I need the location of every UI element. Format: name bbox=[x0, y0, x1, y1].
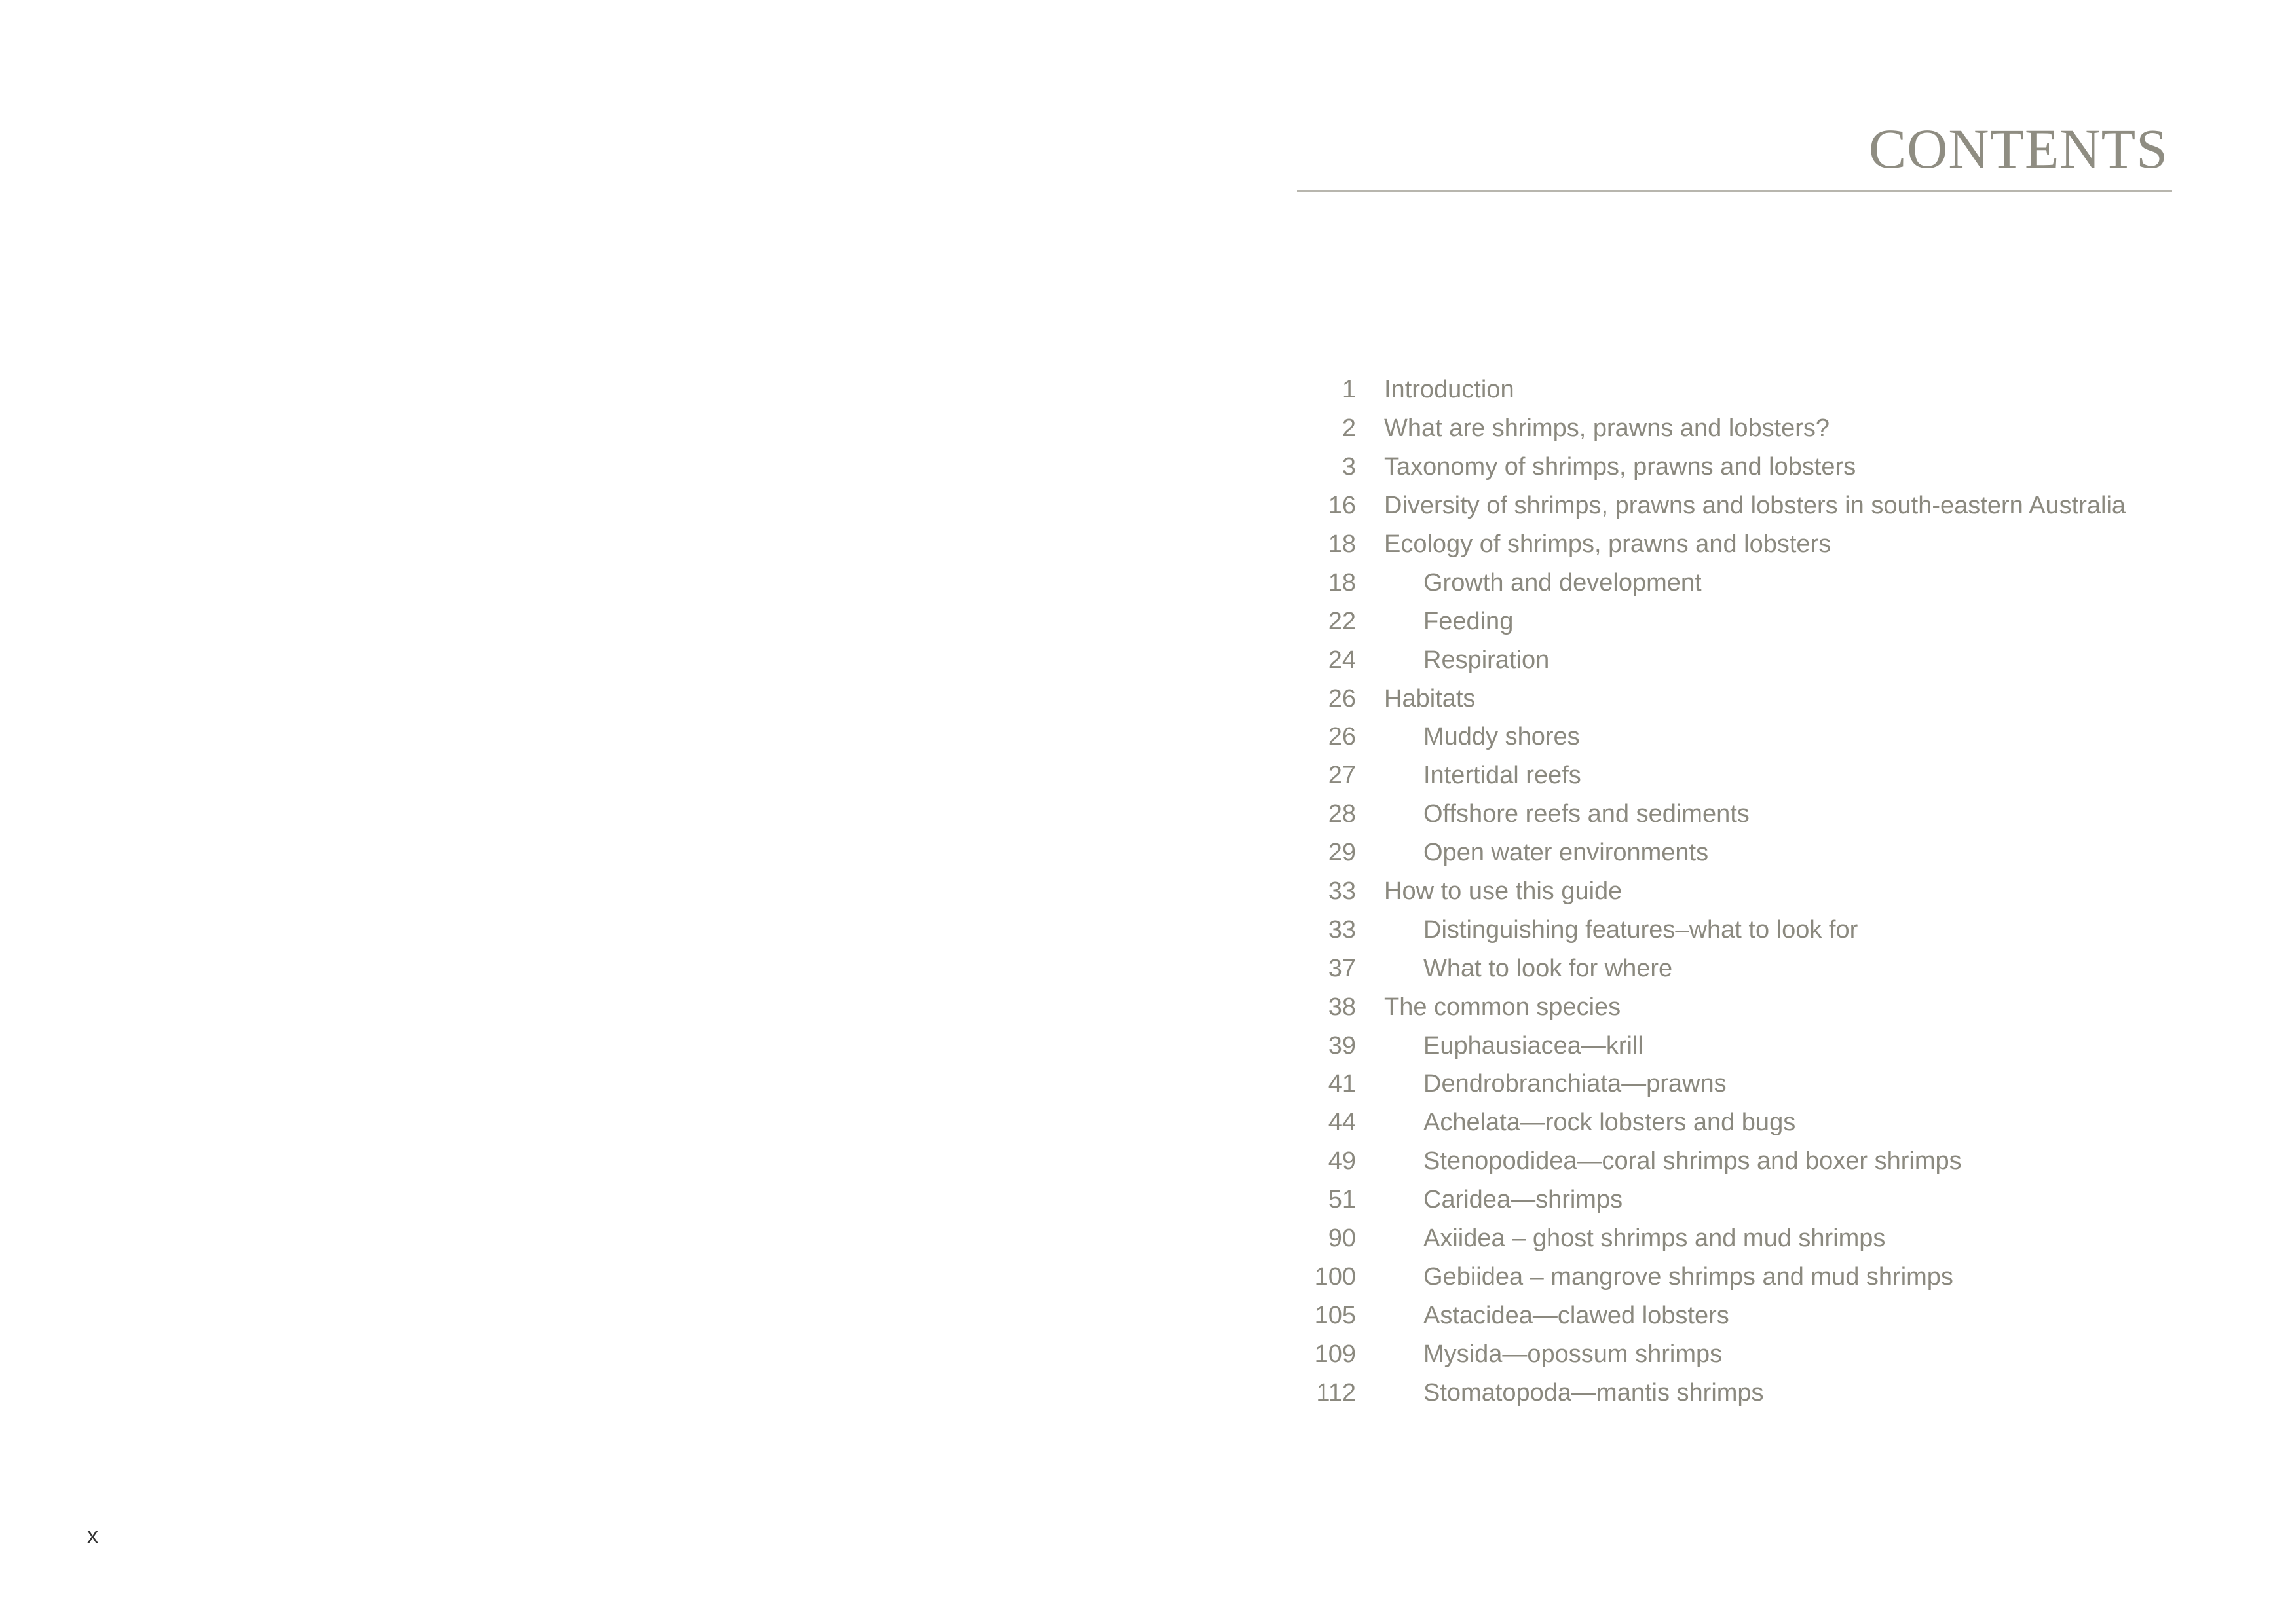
toc-page-number: 16 bbox=[1328, 492, 1356, 520]
toc-entry-title: Respiration bbox=[1423, 646, 1550, 674]
toc-entry-title: Astacidea—clawed lobsters bbox=[1423, 1301, 1729, 1329]
toc-entry-title: Gebiidea – mangrove shrimps and mud shrimps bbox=[1423, 1263, 1953, 1291]
toc-page-number: 100 bbox=[1314, 1263, 1356, 1291]
toc-entry bbox=[1297, 1142, 2172, 1181]
toc-page-number: 44 bbox=[1328, 1109, 1356, 1137]
toc-entry bbox=[1297, 987, 2172, 1026]
toc-entry-title: Distinguishing features–what to look for bbox=[1423, 915, 1858, 944]
toc-entry-title: What are shrimps, prawns and lobsters? bbox=[1384, 415, 1830, 443]
toc-page-number: 41 bbox=[1328, 1070, 1356, 1098]
toc-entry-title: Ecology of shrimps, prawns and lobsters bbox=[1384, 530, 1831, 558]
toc-entry-title: Euphausiacea—krill bbox=[1423, 1031, 1643, 1060]
toc-entry bbox=[1297, 756, 2172, 795]
toc-entry-title: The common species bbox=[1384, 993, 1621, 1021]
toc-page-number: 90 bbox=[1328, 1225, 1356, 1253]
toc-entry-title: Growth and development bbox=[1423, 568, 1702, 597]
toc-entry-title: Habitats bbox=[1384, 684, 1476, 712]
toc-entry-title: Open water environments bbox=[1423, 839, 1709, 867]
toc-page-number: 1 bbox=[1342, 376, 1356, 404]
toc-entry-title: What to look for where bbox=[1423, 954, 1673, 982]
heading-rule bbox=[1297, 111, 2172, 192]
toc-entry-title: Stenopodidea—coral shrimps and boxer shrimps bbox=[1423, 1147, 1962, 1175]
toc-page-number: 18 bbox=[1328, 568, 1356, 597]
toc-entry-title: Intertidal reefs bbox=[1423, 762, 1581, 790]
toc-entry bbox=[1297, 910, 2172, 949]
toc-page-number: 51 bbox=[1328, 1186, 1356, 1214]
toc-entry-title: Achelata—rock lobsters and bugs bbox=[1423, 1109, 1796, 1137]
toc-entry-title: Mysida—opossum shrimps bbox=[1423, 1340, 1723, 1368]
toc-entry-title: Offshore reefs and sediments bbox=[1423, 800, 1750, 828]
toc-entry-title: Diversity of shrimps, prawns and lobsters in south-eastern Australia bbox=[1384, 492, 2126, 520]
toc-entry-title: Muddy shores bbox=[1423, 723, 1580, 751]
toc-entry-title: Axiidea – ghost shrimps and mud shrimps bbox=[1423, 1225, 1886, 1253]
toc-entry bbox=[1297, 525, 2172, 564]
toc-page-number: 112 bbox=[1316, 1378, 1356, 1407]
table-of-contents bbox=[1297, 371, 2172, 1412]
toc-page-number: 105 bbox=[1314, 1301, 1356, 1329]
toc-page-number: 33 bbox=[1328, 877, 1356, 906]
toc-entry bbox=[1297, 371, 2172, 409]
toc-page-number: 18 bbox=[1328, 530, 1356, 558]
page-folio: x bbox=[87, 1523, 98, 1548]
toc-page-number: 29 bbox=[1328, 839, 1356, 867]
page-title: CONTENTS bbox=[1868, 117, 2168, 180]
toc-page-number: 2 bbox=[1342, 415, 1356, 443]
toc-page-number: 26 bbox=[1328, 723, 1356, 751]
toc-entry bbox=[1297, 795, 2172, 834]
toc-entry bbox=[1297, 679, 2172, 718]
toc-entry bbox=[1297, 1296, 2172, 1335]
toc-entry bbox=[1297, 602, 2172, 640]
toc-entry bbox=[1297, 1219, 2172, 1258]
toc-page-number: 38 bbox=[1328, 993, 1356, 1021]
toc-entry bbox=[1297, 718, 2172, 756]
toc-entry bbox=[1297, 949, 2172, 987]
right-page bbox=[1145, 0, 2290, 1624]
toc-entry bbox=[1297, 1103, 2172, 1142]
toc-entry bbox=[1297, 872, 2172, 911]
toc-entry bbox=[1297, 409, 2172, 448]
toc-entry bbox=[1297, 1181, 2172, 1219]
toc-entry bbox=[1297, 834, 2172, 872]
toc-page-number: 24 bbox=[1328, 646, 1356, 674]
toc-entry bbox=[1297, 487, 2172, 525]
toc-entry-title: Stomatopoda—mantis shrimps bbox=[1423, 1378, 1764, 1407]
toc-page-number: 37 bbox=[1328, 954, 1356, 982]
toc-entry bbox=[1297, 1373, 2172, 1412]
toc-entry bbox=[1297, 640, 2172, 679]
toc-page-number: 27 bbox=[1328, 762, 1356, 790]
toc-entry-title: Feeding bbox=[1423, 607, 1514, 635]
toc-page-number: 3 bbox=[1342, 453, 1356, 481]
toc-page-number: 33 bbox=[1328, 915, 1356, 944]
toc-page-number: 28 bbox=[1328, 800, 1356, 828]
toc-entry bbox=[1297, 1257, 2172, 1296]
toc-entry-title: How to use this guide bbox=[1384, 877, 1623, 906]
toc-entry bbox=[1297, 448, 2172, 487]
toc-entry-title: Caridea—shrimps bbox=[1423, 1186, 1623, 1214]
toc-page-number: 26 bbox=[1328, 684, 1356, 712]
toc-entry bbox=[1297, 1065, 2172, 1103]
toc-entry bbox=[1297, 1026, 2172, 1065]
toc-page-number: 109 bbox=[1314, 1340, 1356, 1368]
toc-entry bbox=[1297, 1335, 2172, 1373]
toc-entry-title: Introduction bbox=[1384, 376, 1514, 404]
toc-entry-title: Taxonomy of shrimps, prawns and lobsters bbox=[1384, 453, 1856, 481]
toc-page-number: 22 bbox=[1328, 607, 1356, 635]
toc-entry-title: Dendrobranchiata—prawns bbox=[1423, 1070, 1727, 1098]
toc-entry bbox=[1297, 563, 2172, 602]
toc-page-number: 49 bbox=[1328, 1147, 1356, 1175]
toc-page-number: 39 bbox=[1328, 1031, 1356, 1060]
